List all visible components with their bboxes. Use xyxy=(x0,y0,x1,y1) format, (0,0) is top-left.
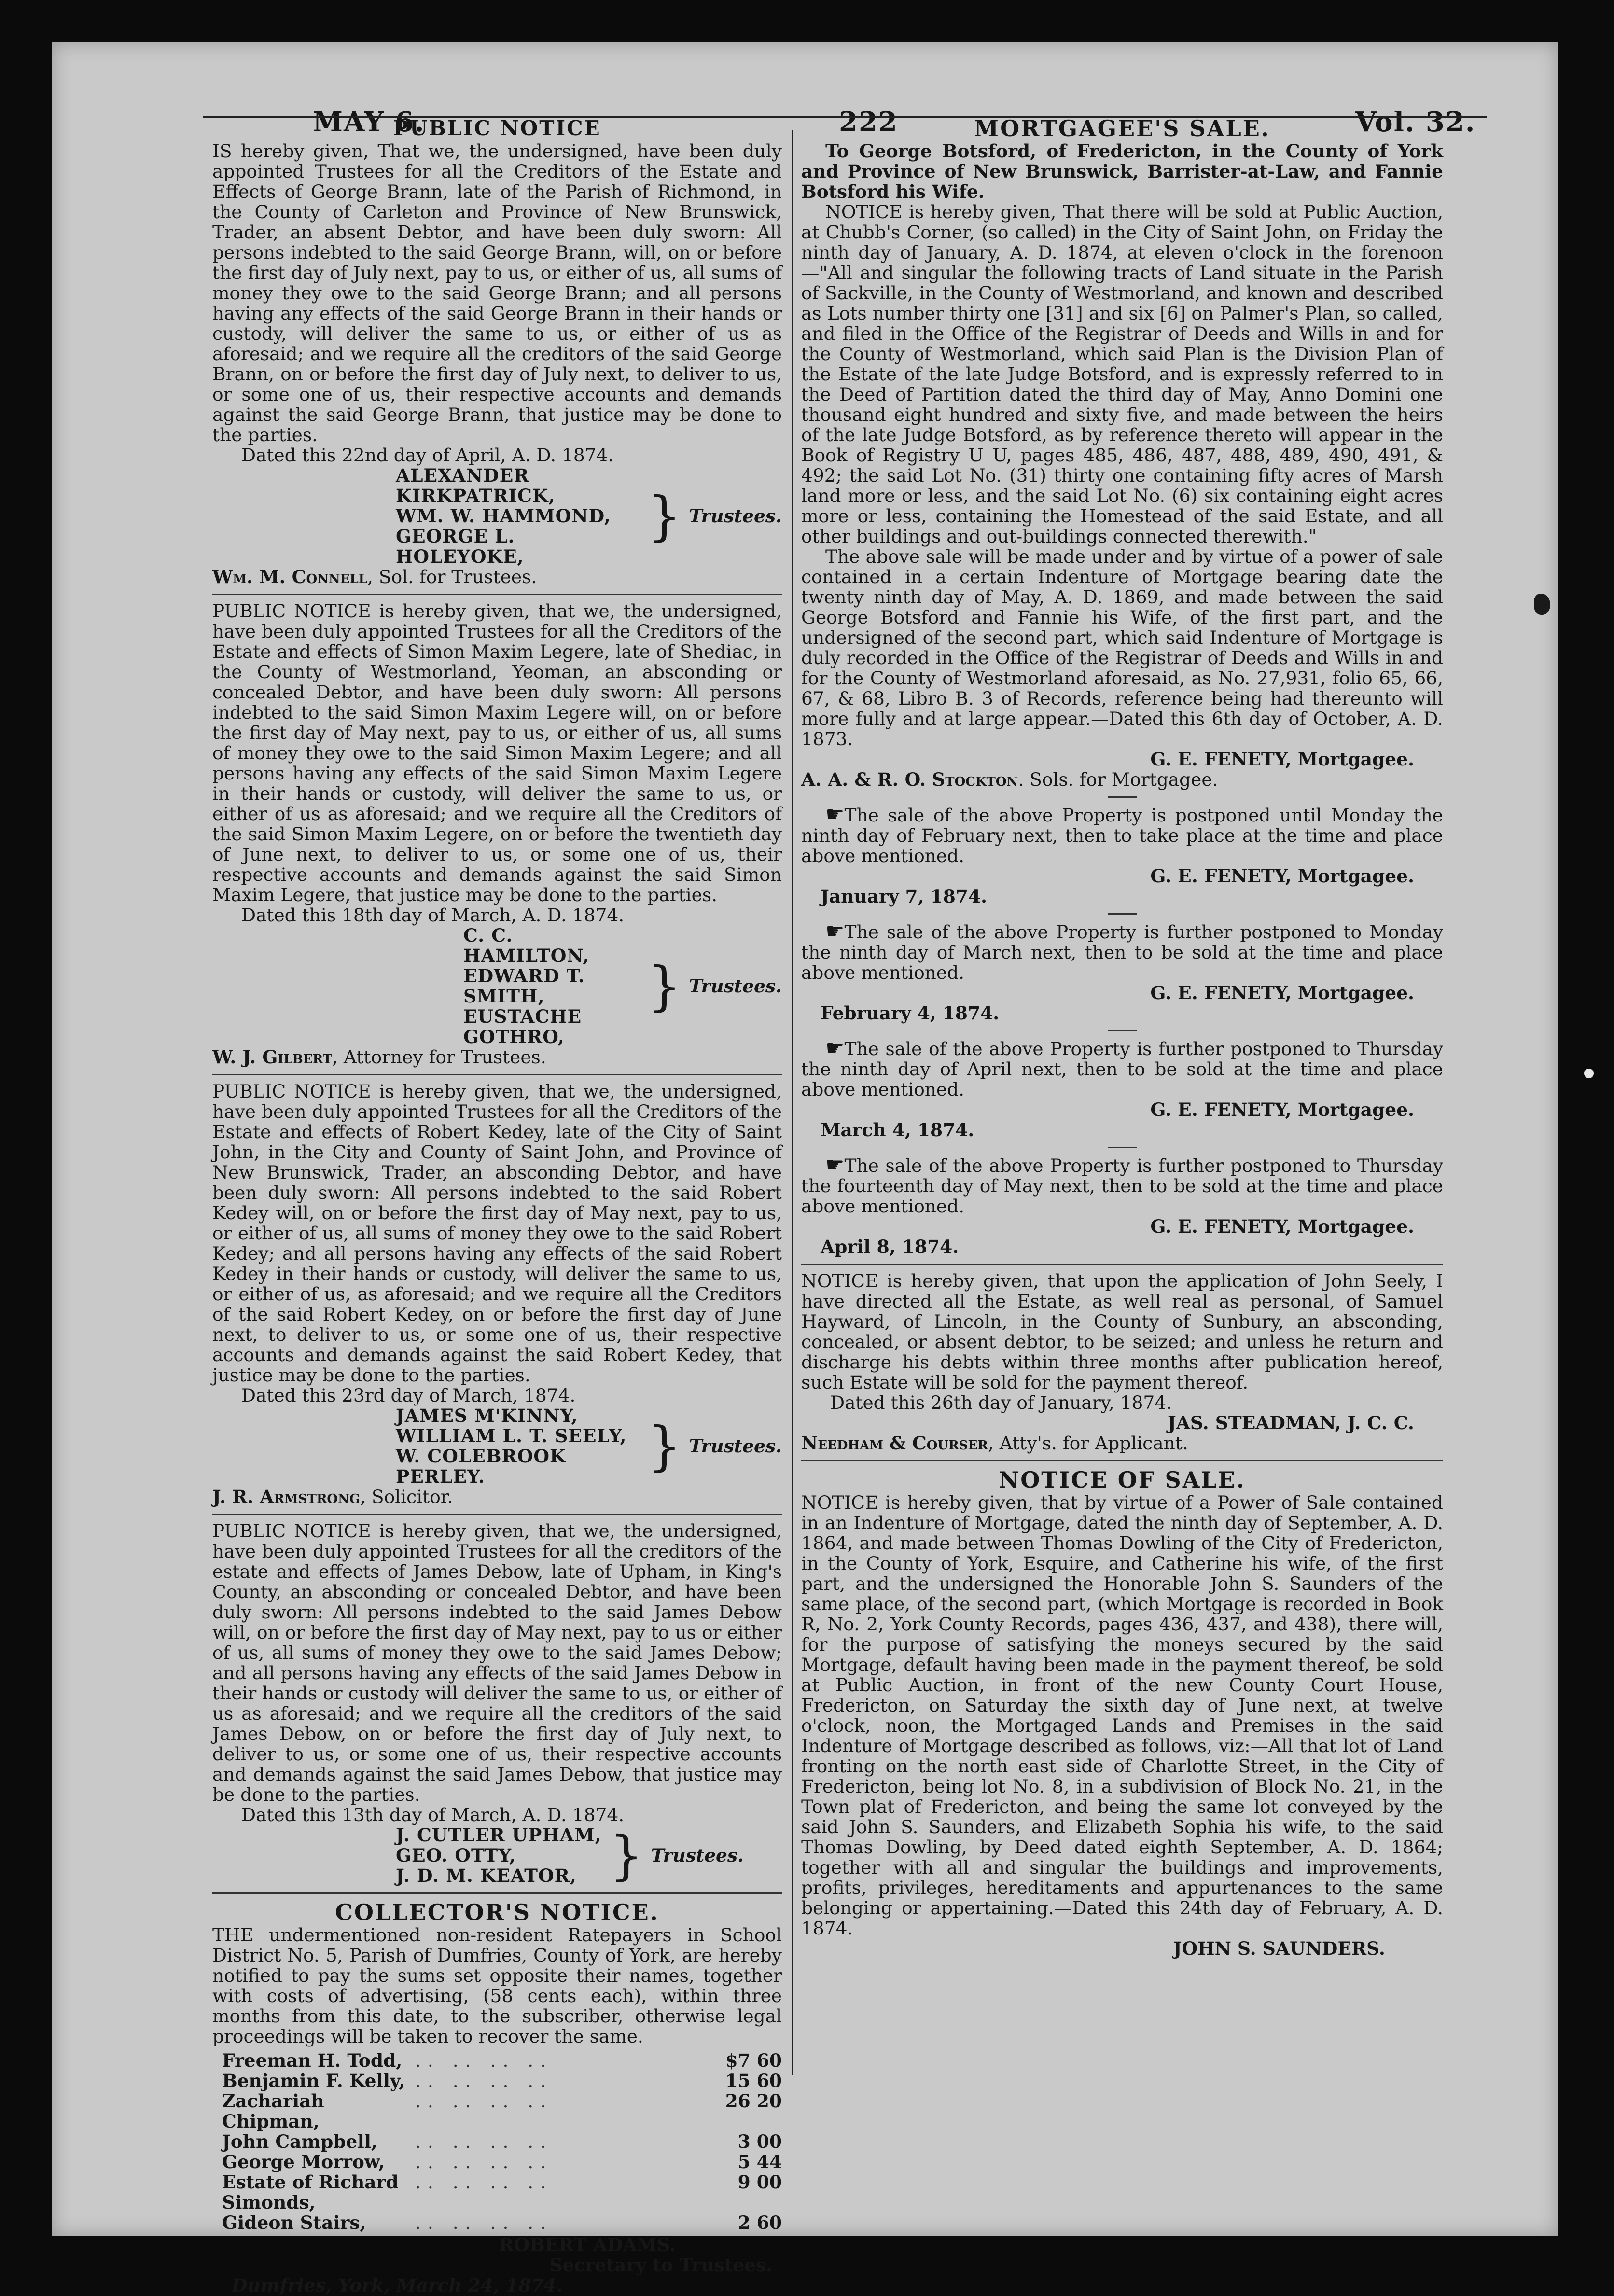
leader-dots: .. .. .. .. xyxy=(415,2050,553,2071)
trustee-name: J. D. M. KEATOR, xyxy=(396,1865,577,1886)
separator xyxy=(801,1460,1443,1461)
postponement-1 xyxy=(801,802,1443,907)
solicitors-name: A. A. & R. O. Stockton xyxy=(801,769,1018,790)
postponement-date: February 4, 1874. xyxy=(821,1002,1000,1024)
notice-body: NOTICE is hereby given, that upon the application of John Seely, I have directed all the Estate, as well real as personal, of Samuel Hayward, of Lincoln, in the County of Sunbury, an absconding, concealed, or absent debtor, to be seized; and unless he return and discharge his debts within three months after publication hereof, such Estate will be sold for the payment thereof. xyxy=(801,1270,1443,1393)
steadman-notice xyxy=(801,1271,1443,1453)
signer-title: Secretary to Trustees. xyxy=(549,2254,772,2276)
public-notice-legere xyxy=(212,601,782,1067)
trustee-name: JAMES M'KINNY, xyxy=(396,1405,578,1426)
ratepayer-amount: 2 60 xyxy=(737,2212,782,2233)
mortgagees-sale xyxy=(801,116,1443,790)
ratepayer-name: Gideon Stairs, xyxy=(222,2212,366,2233)
ratepayer-name: Estate of Richard Simonds, xyxy=(222,2171,399,2213)
list-item xyxy=(222,2172,782,2213)
notice-body-2: The above sale will be made under and by virtue of a power of sale contained in a certain Indenture of Mortgage bearing date the twenty ninth day of May, A. D. 1869, and made between the said George Botsford and Fannie his Wife, of the first part, and the undersigned of the second part, which said Indenture of Mortgage is duly recorded in the Office of the Registrar of Deeds and Wills in and for the County of Westmorland aforesaid, as No. 27,931, folio 65, 66, 67, & 68, Libro B. 3 of Records, reference being had thereunto will more fully and at large appear.—Dated this 6th day of October, A. D. 1873. xyxy=(801,546,1443,750)
notice-body: PUBLIC NOTICE is hereby given, that we, the undersigned, have been duly appointed Trustees for all the Creditors of the Estate and effects of Simon Maxim Legere, late of Shediac, in the County of Westmorland, Yeoman, an absconding or concealed Debtor, and have been duly sworn: All persons indebted to the said Simon Maxim Legere will, on or before the first day of May next, pay to us, or either of us, all sums of money they owe to the said Simon Maxim Legere; and all persons having any effects of the said Simon Maxim Legere in their hands or custody, will deliver the same to us, or either of us as aforesaid; and we require all the Creditors of the said Simon Maxim Legere, on or before the twentieth day of June next, to deliver to us, or some one of us, their respective accounts and demands against the said Simon Maxim Legere, that justice may be done to the parties. xyxy=(212,600,782,905)
postponement-text: The sale of the above Property is further postponed to Monday the ninth day of March next, then to be sold at the time and place above mentioned. xyxy=(801,921,1443,983)
separator xyxy=(1108,913,1137,915)
postponement-2 xyxy=(801,921,1443,1023)
trustees-label: Trustees. xyxy=(689,1435,782,1457)
notice-body: THE undermentioned non-resident Ratepayers in School District No. 5, Parish of Dumfries, County of York, are hereby notified to pay the sums set opposite their names, together with costs of advertising, (58 cents each), within three months from this date, to the subscriber, otherwise legal proceedings will be taken to recover the same. xyxy=(212,1924,782,2047)
list-item xyxy=(222,2213,782,2233)
brace-icon: } xyxy=(647,955,682,1017)
postponement-date: April 8, 1874. xyxy=(821,1236,959,1257)
solicitor-line xyxy=(212,1487,782,1507)
signer-name: G. E. FENETY, Mortgagee. xyxy=(1150,1216,1414,1237)
brace-icon: } xyxy=(647,485,682,547)
notice-of-sale xyxy=(801,1467,1443,1959)
notice-body: NOTICE is hereby given, That there will be sold at Public Auction, at Chubb's Corner, (so called) in the City of Saint John, on Friday the ninth day of January, A. D. 1874, at eleven o'clock in the forenoon—"All and singular the following tracts of Land situate in the Parish of Sackville, in the County of Westmorland, and known and described as Lots number thirty one [31] and six [6] on Palmer's Plan, so called, and filed in the Office of the Registrar of Deeds and Wills in and for the County of Westmorland, which said Plan is the Division Plan of the Estate of the late Judge Botsford, and is expressly referred to in the Deed of Partition dated the third day of May, Anno Domini one thousand eight hundred and sixty five, and made between the heirs of the late Judge Botsford, as by reference thereto will appear in the Book of Registry U U, pages 485, 486, 487, 488, 489, 490, 491, & 492; the said Lot No. (31) thirty one containing fifty acres of Marsh land more or less, and the said Lot No. (6) six containing eight acres more or less, containing the Homestead of the said Estate, and all other buildings and out-buildings connected therewith." xyxy=(801,201,1443,547)
notice-dated: Dated this 23rd day of March, 1874. xyxy=(241,1385,576,1406)
leader-dots: .. .. .. .. xyxy=(415,2212,553,2233)
trustee-name: ALEXANDER KIRKPATRICK, xyxy=(396,465,556,506)
leader-dots: .. .. .. .. xyxy=(415,2131,553,2152)
list-item xyxy=(222,2091,782,2131)
attorneys-line xyxy=(801,1433,1443,1453)
trustee-name: C. C. HAMILTON, xyxy=(463,925,590,966)
trustees-block xyxy=(212,1405,782,1487)
solicitors-role: . Sols. for Mortgagee. xyxy=(1018,769,1218,790)
solicitor-role: , Attorney for Trustees. xyxy=(332,1046,546,1068)
signer-name: G. E. FENETY, Mortgagee. xyxy=(1150,865,1414,887)
brace-icon: } xyxy=(647,1415,682,1477)
pointing-hand-icon: ☛ xyxy=(825,802,845,827)
postponement-4 xyxy=(801,1155,1443,1257)
issue-date: MAY 6. xyxy=(313,106,425,138)
separator xyxy=(212,1514,782,1515)
trustees-block xyxy=(212,1825,782,1886)
ratepayer-amount: 15 60 xyxy=(725,2070,782,2091)
list-item xyxy=(222,2152,782,2172)
notice-dated: Dated this 18th day of March, A. D. 1874. xyxy=(241,904,625,926)
solicitor-role: , Solicitor. xyxy=(360,1486,453,1507)
trustees-label: Trustees. xyxy=(689,505,782,527)
ratepayer-amount: $7 60 xyxy=(725,2050,782,2071)
attorneys-name: Needham & Courser xyxy=(801,1433,988,1454)
ratepayer-name: Zachariah Chipman, xyxy=(222,2090,324,2132)
trustee-name: EDWARD T. SMITH, xyxy=(463,965,585,1007)
notice-dated: Dated this 13th day of March, A. D. 1874. xyxy=(241,1804,625,1825)
solicitor-line xyxy=(212,567,782,587)
solicitor-line xyxy=(212,1047,782,1067)
ratepayer-amount: 9 00 xyxy=(737,2171,782,2193)
trustee-name: WM. W. HAMMOND, xyxy=(396,505,611,527)
trustee-name: GEORGE L. HOLEYOKE, xyxy=(396,526,524,567)
ratepayer-name: Benjamin F. Kelly, xyxy=(222,2070,405,2091)
list-item xyxy=(222,2071,782,2091)
column-divider xyxy=(792,130,793,2075)
signer-name: ROBERT ADAMS. xyxy=(499,2234,676,2255)
place-date: Dumfries, York, March 24, 1874. xyxy=(232,2275,563,2296)
signer-name: G. E. FENETY, Mortgagee. xyxy=(1150,982,1414,1003)
ratepayer-amount: 5 44 xyxy=(737,2151,782,2172)
trustee-name: W. COLEBROOK PERLEY. xyxy=(396,1446,566,1487)
notice-dated: Dated this 22nd day of April, A. D. 1874. xyxy=(241,445,614,466)
ratepayer-name: Freeman H. Todd, xyxy=(222,2050,403,2071)
solicitors-line xyxy=(801,769,1443,790)
notice-dated: Dated this 26th day of January, 1874. xyxy=(830,1392,1172,1413)
solicitor-role: , Sol. for Trustees. xyxy=(367,566,537,587)
postponement-text: The sale of the above Property is postponed until Monday the ninth day of February next, then to take place at the time and place above mentioned. xyxy=(801,805,1443,866)
leader-dots: .. .. .. .. xyxy=(415,2090,553,2112)
public-notice-kedey xyxy=(212,1081,782,1507)
ratepayer-amount: 3 00 xyxy=(737,2131,782,2152)
leader-dots: .. .. .. .. xyxy=(415,2151,553,2172)
ratepayer-list xyxy=(222,2050,782,2233)
signer-name: G. E. FENETY, Mortgagee. xyxy=(1150,749,1414,770)
separator xyxy=(212,594,782,595)
signer-name: JOHN S. SAUNDERS. xyxy=(1173,1938,1385,1959)
signer-name: JAS. STEADMAN, J. C. C. xyxy=(1168,1412,1414,1433)
trustees-label: Trustees. xyxy=(651,1845,744,1866)
notice-title: COLLECTOR'S NOTICE. xyxy=(335,1899,659,1925)
notice-body: PUBLIC NOTICE is hereby given, that we, the undersigned, have been duly appointed Trustees for all the creditors of the estate and effects of James Debow, late of Upham, in King's County, an absconding or concealed Debtor, and have been duly sworn: All persons indebted to the said James Debow will, on or before the first day of May next, pay to us or either of us, all sums of money they owe to the said James Debow; and all persons having any effects of the said James Debow in their hands or custody will deliver the same to us, or either of us as aforesaid; and we require all the creditors of the said James Debow, on or before the first day of July next, to deliver to us, or some one of us, their respective accounts and demands against the said James Debow, that justice may be done to the parties. xyxy=(212,1520,782,1805)
right-column xyxy=(801,116,1443,1959)
notice-body: PUBLIC NOTICE is hereby given, that we, the undersigned, have been duly appointed Trustees for all the Creditors of the Estate and effects of Robert Kedey, late of the City of Saint John, in the City and County of Saint John, and Province of New Brunswick, Trader, an absconding Debtor, and have been duly sworn: All persons indebted to the said Robert Kedey will, on or before the first day of May next, pay to us, or either of us, all sums of money they owe to the said Robert Kedey; and all persons having any effects of the said Robert Kedey in their hands or custody, will deliver the same to us, or either of us, as aforesaid; and we require all the Creditors of the said Robert Kedey, on or before the first day of June next, to deliver to us, or some one of us, their respective accounts and demands against the said Robert Kedey, that justice may be done to the parties. xyxy=(212,1081,782,1386)
public-notice-debow xyxy=(212,1521,782,1886)
separator xyxy=(1108,1147,1137,1148)
leader-dots: .. .. .. .. xyxy=(415,2171,553,2193)
binding-hole xyxy=(1584,1069,1594,1078)
trustees-block xyxy=(212,465,782,567)
trustee-name: WILLIAM L. T. SEELY, xyxy=(396,1425,627,1447)
postponement-date: January 7, 1874. xyxy=(821,886,988,907)
attorneys-role: , Atty's. for Applicant. xyxy=(988,1433,1188,1454)
notice-title: PUBLIC NOTICE xyxy=(393,116,601,140)
separator xyxy=(212,1074,782,1075)
trustee-name: GEO. OTTY, xyxy=(396,1845,516,1866)
postponement-text: The sale of the above Property is further postponed to Thursday the fourteenth day of May next, then to be sold at the time and place above mentioned. xyxy=(801,1155,1443,1217)
notice-title: NOTICE OF SALE. xyxy=(999,1467,1246,1493)
notice-title: MORTGAGEE'S SALE. xyxy=(974,115,1270,141)
signer-name: G. E. FENETY, Mortgagee. xyxy=(1150,1099,1414,1120)
postponement-text: The sale of the above Property is further postponed to Thursday the ninth day of April next, then to be sold at the time and place above mentioned. xyxy=(801,1038,1443,1100)
notice-body: NOTICE is hereby given, that by virtue of a Power of Sale contained in an Indenture of Mortgage, dated the ninth day of September, A. D. 1864, and made between Thomas Dowling of the City of Fredericton, in the County of York, Esquire, and Catherine his wife, of the first part, and the undersigned the Honorable John S. Saunders of the same place, of the second part, (which Mortgage is recorded in Book R, No. 2, York County Records, pages 436, 437, and 438), there will, for the purpose of satisfying the moneys secured by the said Mortgage, default having been made in the payment thereof, be sold at Public Auction, in front of the new County Court House, Fredericton, on Saturday the sixth day of June next, at twelve o'clock, noon, the Mortgaged Lands and Premises in the said Indenture of Mortgage described as follows, viz:—All that lot of Land fronting on the north east side of Charlotte Street, in the City of Fredericton, being lot No. 8, in a subdivision of Block No. 21, in the Town plat of Fredericton, and being the same lot conveyed by the said John S. Saunders, and Elizabeth Sophia his wife, to the said Thomas Dowling, by Deed dated eighth September, A. D. 1864; together with all and singular the buildings and improvements, profits, privileges, hereditaments and appurtenances to the same belonging or appertaining.—Dated this 24th day of February, A. D. 1874. xyxy=(801,1492,1443,1939)
trustee-name: EUSTACHE GOTHRO, xyxy=(463,1006,582,1047)
ratepayer-name: George Morrow, xyxy=(222,2151,385,2172)
trustees-label: Trustees. xyxy=(689,975,782,997)
ratepayer-name: John Campbell, xyxy=(222,2131,378,2152)
brace-icon: } xyxy=(609,1824,643,1886)
page-number: 222 xyxy=(839,106,898,138)
postponement-date: March 4, 1874. xyxy=(821,1119,974,1141)
pointing-hand-icon: ☛ xyxy=(825,919,845,944)
left-column xyxy=(212,116,782,2296)
separator xyxy=(212,1892,782,1894)
ratepayer-amount: 26 20 xyxy=(725,2090,782,2112)
solicitor-name: J. R. Armstrong xyxy=(212,1486,361,1507)
separator xyxy=(1108,796,1137,798)
list-item xyxy=(222,2050,782,2071)
solicitor-name: W. J. Gilbert xyxy=(212,1046,333,1068)
collectors-notice xyxy=(212,1900,782,2296)
separator xyxy=(801,1264,1443,1265)
trustee-name: J. CUTLER UPHAM, xyxy=(396,1824,602,1846)
leader-dots: .. .. .. .. xyxy=(415,2070,553,2091)
trustees-block xyxy=(212,925,782,1047)
list-item xyxy=(222,2131,782,2152)
postponement-3 xyxy=(801,1038,1443,1140)
pointing-hand-icon: ☛ xyxy=(825,1153,845,1177)
pointing-hand-icon: ☛ xyxy=(825,1036,845,1060)
public-notice-brann xyxy=(212,116,782,587)
volume-number: Vol. 32. xyxy=(1355,106,1476,138)
solicitor-name: Wm. M. Connell xyxy=(212,566,368,587)
notice-body: IS hereby given, That we, the undersigned, have been duly appointed Trustees for all the Creditors of the Estate and Effects of George Brann, late of the Parish of Richmond, in the County of Carleton and Province of New Brunswick, Trader, an absent Debtor, and have been duly sworn: All persons indebted to the said George Brann, will, on or before the first day of July next, pay to us, or either of us, all sums of money they owe to the said George Brann; and all persons having any effects of the said George Brann in their hands or custody, will deliver the same to us, or either of us as aforesaid; and we require all the creditors of the said George Brann, on or before the first day of July next, to deliver to us, or some one of us, their respective accounts and demands against the said George Brann, that justice may be done to the parties. xyxy=(212,140,782,445)
separator xyxy=(1108,1030,1137,1031)
notice-addressee: To George Botsford, of Fredericton, in the County of York and Province of New Brunswick, Barrister-at-Law, and Fannie Botsford his Wife. xyxy=(801,140,1443,202)
ink-blot xyxy=(1534,594,1550,615)
